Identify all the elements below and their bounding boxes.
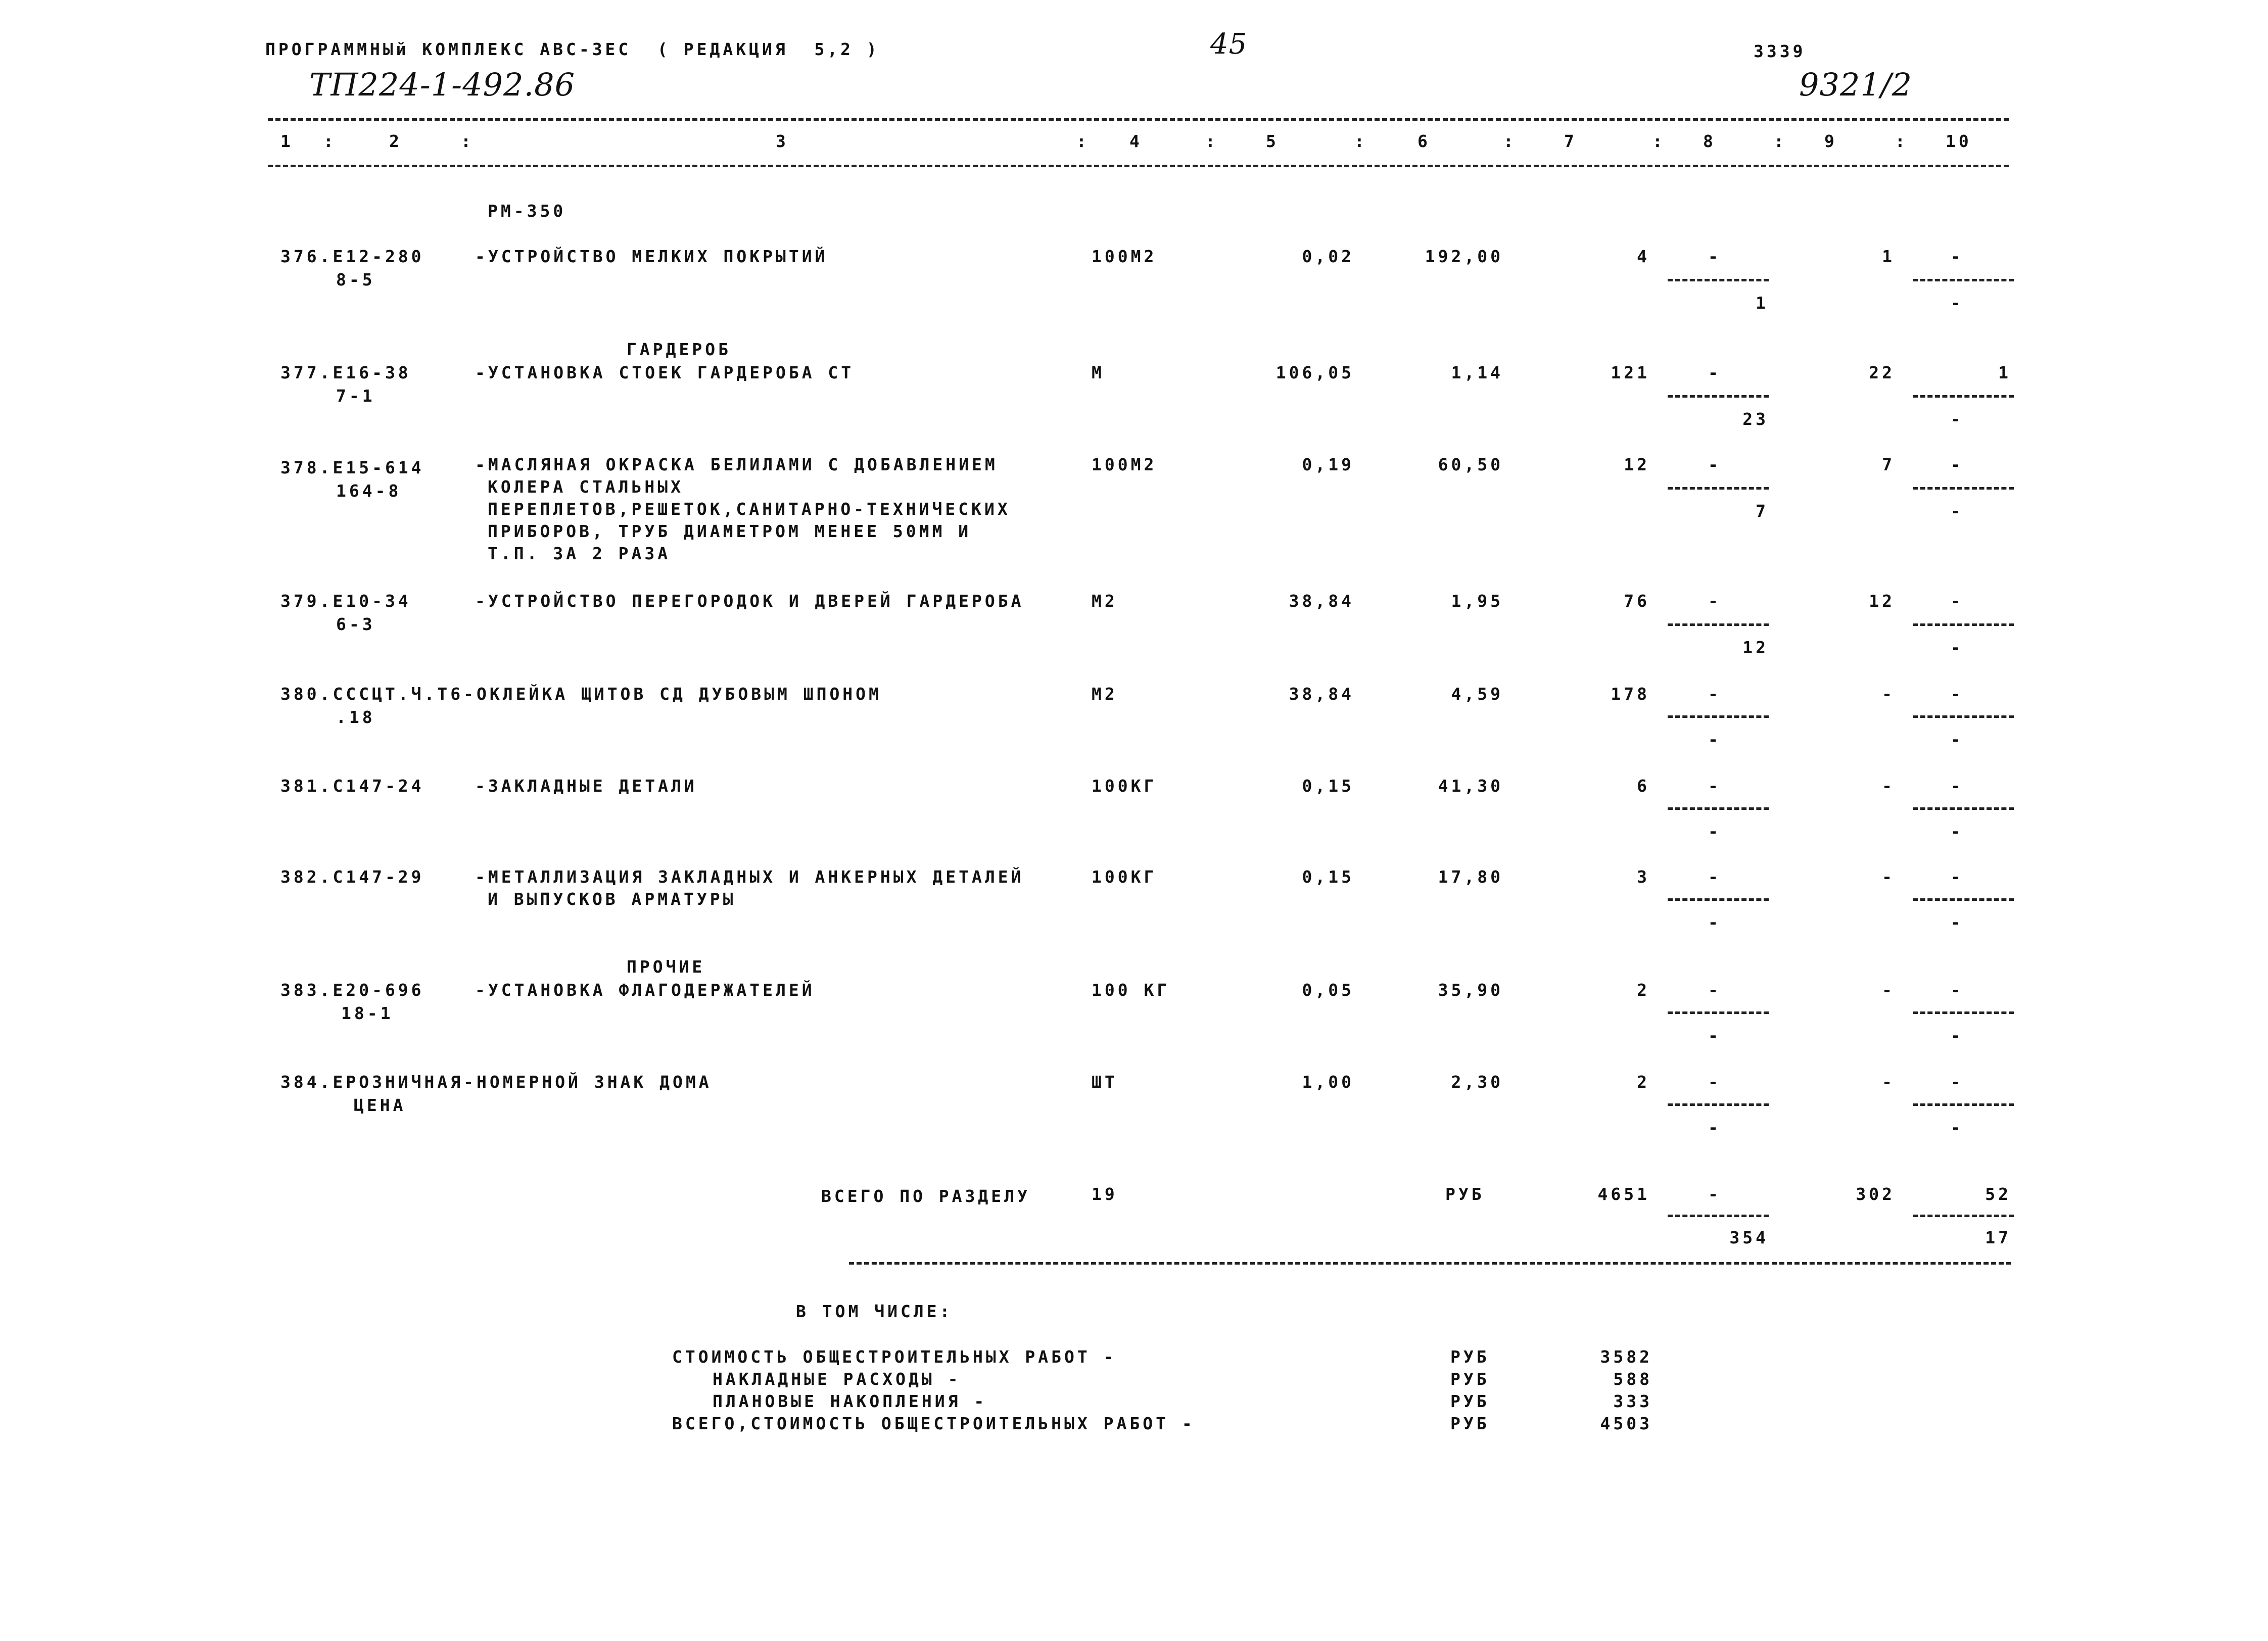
column-separator: :	[1076, 131, 1090, 151]
row-unit-price: 1,14	[1451, 363, 1503, 382]
column-number: 8	[1703, 131, 1716, 151]
row-unit-price: 192,00	[1425, 247, 1503, 266]
cell-divider	[1913, 1103, 2014, 1106]
column-number: 4	[1129, 131, 1143, 151]
section-total-rule	[849, 1262, 2011, 1265]
cell-divider	[1668, 487, 1769, 490]
summary-value: 333	[1613, 1391, 1652, 1411]
summary-currency: РУБ	[1450, 1391, 1490, 1411]
row-total: 2	[1637, 980, 1650, 1000]
row-col8-lower: 23	[1742, 409, 1769, 429]
row-quantity: 0,15	[1302, 776, 1354, 796]
row-col9: -	[1882, 867, 1895, 887]
summary-value: 588	[1613, 1369, 1652, 1389]
row-unit: 100М2	[1092, 247, 1157, 266]
page-number: 45	[1210, 28, 1248, 61]
summary-label: ПЛАНОВЫЕ НАКОПЛЕНИЯ -	[713, 1391, 987, 1411]
summary-value: 3582	[1600, 1347, 1652, 1367]
summary-currency: РУБ	[1450, 1369, 1490, 1389]
column-number: 7	[1564, 131, 1577, 151]
row-col10-lower: -	[1951, 912, 1964, 932]
column-number: 5	[1266, 131, 1279, 151]
code-right: 3339	[1754, 41, 1806, 61]
row-unit-price: 17,80	[1438, 867, 1503, 887]
section-total-c9: 302	[1856, 1184, 1895, 1204]
row-unit-price: 1,95	[1451, 591, 1503, 611]
section-total-c10: 52	[1985, 1184, 2011, 1204]
row-col8: -	[1708, 776, 1721, 796]
row-col10-lower: -	[1951, 501, 1964, 521]
row-col9: -	[1882, 776, 1895, 796]
row-code: 377.Е16-38	[280, 363, 411, 382]
row-col10: -	[1951, 684, 1964, 704]
row-col8: -	[1708, 684, 1721, 704]
row-description-line: ПРИБОРОВ, ТРУБ ДИАМЕТРОМ МЕНЕЕ 50ММ И	[488, 521, 972, 541]
row-col10: -	[1951, 867, 1964, 887]
row-quantity: 38,84	[1289, 684, 1354, 704]
row-description: -ЗАКЛАДНЫЕ ДЕТАЛИ	[475, 776, 697, 796]
row-code-sub: ЦЕНА	[354, 1095, 406, 1115]
row-col8-lower: -	[1708, 1118, 1721, 1137]
row-quantity: 38,84	[1289, 591, 1354, 611]
summary-currency: РУБ	[1450, 1414, 1490, 1433]
section-total-c8-lower: 354	[1729, 1228, 1769, 1247]
row-col9: -	[1882, 980, 1895, 1000]
cell-divider	[1668, 807, 1769, 810]
column-number: 6	[1418, 131, 1431, 151]
summary-label: НАКЛАДНЫЕ РАСХОДЫ -	[713, 1369, 961, 1389]
column-number: 10	[1946, 131, 1972, 151]
row-col8: -	[1708, 591, 1721, 611]
section-total-c7: 4651	[1597, 1184, 1650, 1204]
cell-divider	[1668, 898, 1769, 901]
row-description: -УСТАНОВКА СТОЕК ГАРДЕРОБА СТ	[475, 363, 855, 382]
column-number: 3	[776, 131, 789, 151]
row-unit-price: 4,59	[1451, 684, 1503, 704]
row-unit: ШТ	[1092, 1072, 1118, 1092]
row-col8: -	[1708, 867, 1721, 887]
row-unit-price: 35,90	[1438, 980, 1503, 1000]
row-description-line: И ВЫПУСКОВ АРМАТУРЫ	[488, 889, 736, 909]
cell-divider	[1913, 807, 2014, 810]
project-code: ТП224-1-492.86	[309, 66, 576, 103]
column-separator: :	[323, 131, 337, 151]
row-code: 378.Е15-614	[280, 458, 424, 477]
row-col9: -	[1882, 684, 1895, 704]
row-description: -МАСЛЯНАЯ ОКРАСКА БЕЛИЛАМИ С ДОБАВЛЕНИЕМ	[475, 455, 998, 474]
row-code-sub: .18	[336, 707, 375, 727]
row-col8-lower: -	[1708, 912, 1721, 932]
row-unit: 100М2	[1092, 455, 1157, 474]
row-unit: М2	[1092, 591, 1118, 611]
summary-value: 4503	[1600, 1414, 1652, 1433]
cell-divider	[1668, 279, 1769, 281]
subheading: ГАРДЕРОБ	[627, 340, 731, 359]
row-quantity: 0,02	[1302, 247, 1354, 266]
column-number: 1	[280, 131, 294, 151]
row-code: 384.ЕРОЗНИЧНАЯ-НОМЕРНОЙ ЗНАК ДОМА	[280, 1072, 712, 1092]
cell-divider	[1913, 715, 2014, 718]
row-unit: М2	[1092, 684, 1118, 704]
row-total: 3	[1637, 867, 1650, 887]
row-col8: -	[1708, 247, 1721, 266]
row-col8-lower: 1	[1756, 293, 1769, 313]
column-separator: :	[1652, 131, 1666, 151]
row-col8: -	[1708, 363, 1721, 382]
cell-divider	[1668, 1103, 1769, 1106]
row-quantity: 0,19	[1302, 455, 1354, 474]
cell-divider	[1913, 898, 2014, 901]
cell-divider	[1668, 623, 1769, 626]
row-unit-price: 60,50	[1438, 455, 1503, 474]
row-col9: -	[1882, 1072, 1895, 1092]
row-code: 382.С147-29	[280, 867, 424, 887]
row-col10: -	[1951, 980, 1964, 1000]
row-total: 4	[1637, 247, 1650, 266]
row-total: 76	[1624, 591, 1650, 611]
row-col8: -	[1708, 1072, 1721, 1092]
row-col9: 12	[1869, 591, 1895, 611]
row-code: 379.Е10-34	[280, 591, 411, 611]
row-col8-lower: 7	[1756, 501, 1769, 521]
row-col10: -	[1951, 247, 1964, 266]
row-col10: -	[1951, 455, 1964, 474]
summary-label: ВСЕГО,СТОИМОСТЬ ОБЩЕСТРОИТЕЛЬНЫХ РАБОТ -	[672, 1414, 1195, 1433]
row-unit: 100КГ	[1092, 776, 1157, 796]
program-title: ПРОГРАММНЫй КОМПЛЕКС АВС-3ЕС ( РЕДАКЦИЯ 5,2 )	[265, 39, 880, 59]
row-unit: 100КГ	[1092, 867, 1157, 887]
row-total: 2	[1637, 1072, 1650, 1092]
row-quantity: 0,15	[1302, 867, 1354, 887]
cell-divider	[1913, 395, 2014, 398]
row-unit: 100 КГ	[1092, 980, 1170, 1000]
cell-divider	[1668, 715, 1769, 718]
cell-divider	[1913, 1215, 2014, 1217]
column-separator: :	[1205, 131, 1218, 151]
section-total-currency: РУБ	[1445, 1184, 1485, 1204]
row-code: 383.Е20-696	[280, 980, 424, 1000]
row-total: 121	[1611, 363, 1650, 382]
column-separator: :	[461, 131, 474, 151]
column-separator: :	[1354, 131, 1367, 151]
cell-divider	[1668, 395, 1769, 398]
row-description: -УСТРОЙСТВО МЕЛКИХ ПОКРЫТИЙ	[475, 247, 828, 266]
cell-divider	[1913, 1011, 2014, 1014]
row-col8: -	[1708, 980, 1721, 1000]
summary-heading: В ТОМ ЧИСЛЕ:	[796, 1301, 953, 1321]
subheading: ПРОЧИЕ	[627, 957, 705, 977]
cell-divider	[1913, 279, 2014, 281]
row-description: -УСТРОЙСТВО ПЕРЕГОРОДОК И ДВЕРЕЙ ГАРДЕРОБА	[475, 591, 1024, 611]
row-col10-lower: -	[1951, 730, 1964, 749]
cell-divider	[1668, 1011, 1769, 1014]
row-code-sub: 164-8	[336, 481, 402, 501]
column-separator: :	[1774, 131, 1787, 151]
subheading: РМ-350	[488, 201, 566, 221]
row-unit: М	[1092, 363, 1105, 382]
row-total: 12	[1624, 455, 1650, 474]
row-col8-lower: 12	[1742, 638, 1769, 657]
row-code: 376.Е12-280	[280, 247, 424, 266]
header-bottom-rule	[268, 165, 2009, 167]
row-unit-price: 41,30	[1438, 776, 1503, 796]
summary-currency: РУБ	[1450, 1347, 1490, 1367]
row-total: 6	[1637, 776, 1650, 796]
row-col10-lower: -	[1951, 293, 1964, 313]
row-col10-lower: -	[1951, 638, 1964, 657]
row-code: 381.С147-24	[280, 776, 424, 796]
row-code-sub: 18-1	[341, 1003, 394, 1023]
row-quantity: 1,00	[1302, 1072, 1354, 1092]
section-total-label: ВСЕГО ПО РАЗДЕЛУ	[821, 1186, 1030, 1206]
row-col9: 7	[1882, 455, 1895, 474]
row-col8-lower: -	[1708, 1026, 1721, 1045]
top-rule	[268, 118, 2009, 121]
row-col8-lower: -	[1708, 822, 1721, 841]
row-col9: 1	[1882, 247, 1895, 266]
row-col9: 22	[1869, 363, 1895, 382]
row-col10: 1	[1998, 363, 2011, 382]
cell-divider	[1913, 487, 2014, 490]
section-total-c8: -	[1708, 1184, 1721, 1204]
row-code-sub: 7-1	[336, 386, 375, 406]
row-description-line: Т.П. ЗА 2 РАЗА	[488, 544, 671, 563]
summary-label: СТОИМОСТЬ ОБЩЕСТРОИТЕЛЬНЫХ РАБОТ -	[672, 1347, 1117, 1367]
row-total: 178	[1611, 684, 1650, 704]
section-total-c10-lower: 17	[1985, 1228, 2011, 1247]
row-col8-lower: -	[1708, 730, 1721, 749]
row-col8: -	[1708, 455, 1721, 474]
row-description-line: КОЛЕРА СТАЛЬНЫХ	[488, 477, 684, 497]
row-unit-price: 2,30	[1451, 1072, 1503, 1092]
row-quantity: 106,05	[1275, 363, 1354, 382]
row-code-sub: 8-5	[336, 270, 375, 289]
row-code-sub: 6-3	[336, 614, 375, 634]
column-number: 2	[389, 131, 402, 151]
row-col10: -	[1951, 591, 1964, 611]
row-col10: -	[1951, 1072, 1964, 1092]
column-separator: :	[1895, 131, 1908, 151]
column-separator: :	[1503, 131, 1517, 151]
sheet-code: 9321/2	[1799, 66, 1913, 103]
cell-divider	[1913, 623, 2014, 626]
row-description: -МЕТАЛЛИЗАЦИЯ ЗАКЛАДНЫХ И АНКЕРНЫХ ДЕТАЛЕЙ	[475, 867, 1024, 887]
cell-divider	[1668, 1215, 1769, 1217]
row-col10-lower: -	[1951, 1118, 1964, 1137]
row-description-line: ПЕРЕПЛЕТОВ,РЕШЕТОК,САНИТАРНО-ТЕХНИЧЕСКИХ	[488, 499, 1011, 519]
row-col10-lower: -	[1951, 822, 1964, 841]
row-col10: -	[1951, 776, 1964, 796]
section-total-number: 19	[1092, 1184, 1118, 1204]
row-code: 380.СССЦТ.Ч.Т6-ОКЛЕЙКА ЩИТОВ СД ДУБОВЫМ ШПОНОМ	[280, 684, 882, 704]
column-number: 9	[1824, 131, 1837, 151]
row-col10-lower: -	[1951, 1026, 1964, 1045]
row-quantity: 0,05	[1302, 980, 1354, 1000]
row-description: -УСТАНОВКА ФЛАГОДЕРЖАТЕЛЕЙ	[475, 980, 815, 1000]
row-col10-lower: -	[1951, 409, 1964, 429]
